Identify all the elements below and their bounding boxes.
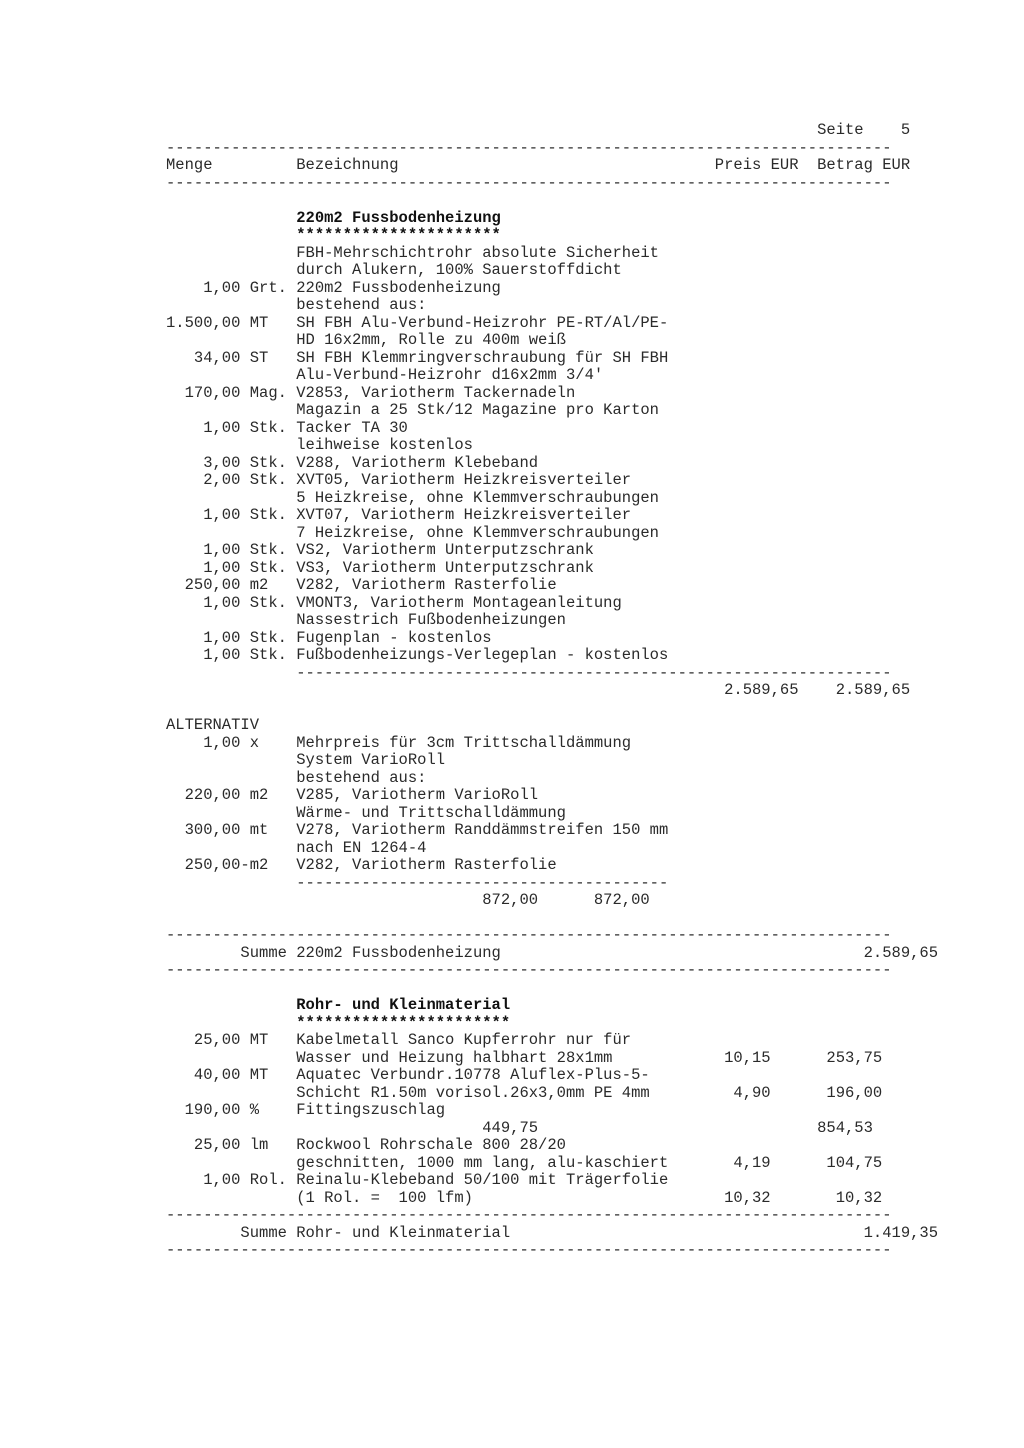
line-item: 1,00 Grt. 220m2 Fussbodenheizung — [166, 278, 501, 297]
line-item: 1,00 Stk. XVT07, Variotherm Heizkreisverteiler — [166, 506, 632, 524]
line-item: Wasser und Heizung halbhart 28x1mm 10,15 253,75 — [166, 1048, 883, 1067]
header-rule-bottom: ------------------------------------------------------------------------------ — [166, 173, 892, 192]
line-item: Magazin a 25 Stk/12 Magazine pro Karton — [166, 401, 659, 419]
sum-rule-top: ------------------------------------------------------------------------------ — [166, 1206, 892, 1224]
line-item: 1,00 Stk. Fußbodenheizungs-Verlegeplan - kostenlos — [166, 646, 669, 664]
blank-line — [166, 910, 896, 928]
section-title-underline: *********************** — [166, 1013, 511, 1032]
sum-line-rohr-kleinmaterial: Summe Rohr- und Kleinmaterial 1.419,35 — [166, 1223, 939, 1242]
line-item: (1 Rol. = 100 lfm) 10,32 10,32 — [166, 1188, 883, 1207]
line-item: 1,00 Rol. Reinalu-Klebeband 50/100 mit Trägerfolie — [166, 1171, 669, 1189]
header-rule-top: ------------------------------------------------------------------------------ — [166, 138, 892, 157]
line-item: 2,00 Stk. XVT05, Variotherm Heizkreisverteiler — [166, 471, 632, 489]
line-item: Alu-Verbund-Heizrohr d16x2mm 3/4' — [166, 366, 604, 384]
column-headers: Menge Bezeichnung Preis EUR Betrag EUR — [166, 156, 911, 174]
subtotal-line: 2.589,65 2.589,65 — [166, 681, 911, 699]
line-item: System VarioRoll — [166, 751, 446, 769]
document-page — [166, 121, 939, 1260]
line-item: 5 Heizkreise, ohne Klemmverschraubungen — [166, 488, 659, 507]
subtotal-rule: ---------------------------------------------------------------- — [166, 663, 892, 682]
line-item: 250,00 m2 V282, Variotherm Rasterfolie — [166, 576, 557, 594]
alternativ-label: ALTERNATIV — [166, 716, 260, 734]
line-item: 1.500,00 MT SH FBH Alu-Verbund-Heizrohr PE-RT/Al/PE- — [166, 313, 669, 332]
line-item: Schicht R1.50m vorisol.26x3,0mm PE 4mm 4,90 196,00 — [166, 1083, 883, 1102]
alternativ-subtotal-line: 872,00 872,00 — [166, 891, 650, 909]
line-item: 7 Heizkreise, ohne Klemmverschraubungen — [166, 523, 659, 542]
sum-rule-bottom: ------------------------------------------------------------------------------ — [166, 1241, 892, 1259]
line-item: 220,00 m2 V285, Variotherm VarioRoll — [166, 786, 539, 804]
blank-line — [166, 192, 896, 210]
line-item: 170,00 Mag. V2853, Variotherm Tackernadeln — [166, 383, 576, 402]
line-item: bestehend aus: — [166, 296, 427, 314]
line-item: 25,00 MT Kabelmetall Sanco Kupferrohr nur für — [166, 1031, 632, 1049]
line-item: HD 16x2mm, Rolle zu 400m weiß — [166, 331, 566, 349]
section-title-underline: ********************** — [166, 226, 501, 244]
blank-line — [166, 980, 896, 998]
line-item: geschnitten, 1000 mm lang, alu-kaschiert 4,19 104,75 — [166, 1153, 883, 1172]
page-number: Seite 5 — [166, 121, 911, 139]
sum-rule-bottom: ------------------------------------------------------------------------------ — [166, 961, 892, 979]
sum-rule-top: ------------------------------------------------------------------------------ — [166, 926, 892, 944]
sum-line-fussbodenheizung: Summe 220m2 Fussbodenheizung 2.589,65 — [166, 943, 939, 962]
line-item: 449,75 854,53 — [166, 1118, 873, 1137]
line-item: 40,00 MT Aquatec Verbundr.10778 Aluflex-Plus-5- — [166, 1066, 650, 1084]
line-item: 1,00 x Mehrpreis für 3cm Trittschalldämmung — [166, 733, 632, 752]
line-item: Nassestrich Fußbodenheizungen — [166, 611, 566, 629]
section-title-rohr-kleinmaterial: Rohr- und Kleinmaterial — [166, 996, 511, 1014]
alternativ-subtotal-rule: ---------------------------------------- — [166, 873, 669, 892]
line-item: 300,00 mt V278, Variotherm Randdämmstreifen 150 mm — [166, 821, 669, 839]
blank-line — [166, 700, 896, 718]
line-item: 1,00 Stk. VMONT3, Variotherm Montageanleitung — [166, 593, 622, 612]
line-item: 34,00 ST SH FBH Klemmringverschraubung für SH FBH — [166, 348, 669, 367]
line-item: 1,00 Stk. VS3, Variotherm Unterputzschrank — [166, 558, 594, 577]
line-item: nach EN 1264-4 — [166, 838, 427, 857]
line-item: 1,00 Stk. VS2, Variotherm Unterputzschrank — [166, 541, 594, 559]
line-item: 1,00 Stk. Fugenplan - kostenlos — [166, 628, 492, 647]
line-item: 250,00-m2 V282, Variotherm Rasterfolie — [166, 856, 557, 874]
line-item: 3,00 Stk. V288, Variotherm Klebeband — [166, 453, 539, 472]
line-item: 190,00 % Fittingszuschlag — [166, 1101, 446, 1119]
line-item: FBH-Mehrschichtrohr absolute Sicherheit — [166, 243, 659, 262]
section-title-fussbodenheizung: 220m2 Fussbodenheizung — [166, 208, 501, 227]
line-item: Wärme- und Trittschalldämmung — [166, 803, 566, 822]
line-item: 1,00 Stk. Tacker TA 30 — [166, 418, 408, 437]
line-item: durch Alukern, 100% Sauerstoffdicht — [166, 261, 622, 279]
line-item: bestehend aus: — [166, 768, 427, 787]
line-item: leihweise kostenlos — [166, 436, 473, 454]
line-item: 25,00 lm Rockwool Rohrschale 800 28/20 — [166, 1136, 566, 1154]
